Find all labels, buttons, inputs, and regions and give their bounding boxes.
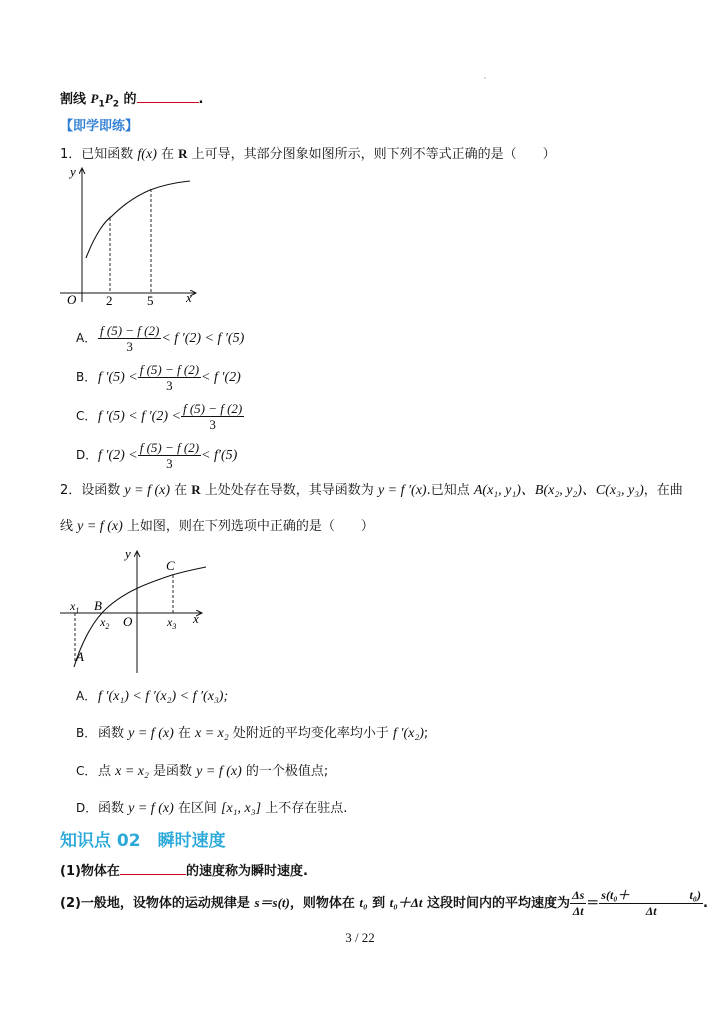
q2-text-e: ，在曲 [643, 483, 683, 498]
q2-option-b-label: B． [76, 726, 97, 740]
q2-line2-a: 线 [60, 519, 78, 534]
q1-option-d-frac [138, 440, 201, 471]
q2-option-d-label: D． [76, 801, 98, 815]
kp-item-1 [60, 860, 308, 881]
q2-stem-line2 [60, 518, 374, 536]
q2-option-b-text-b: 在 [173, 726, 195, 741]
q2-text-c: 上处处存在导数，其导函数为 [200, 483, 378, 498]
q2-option-d[interactable] [76, 799, 347, 818]
q2-option-b-text-d: ; [423, 726, 429, 741]
q1-option-c-pre: f ′(5) < f ′(2) < [98, 409, 181, 424]
q2-math-f: y = f (x) [124, 483, 171, 498]
kp-item-2-a: (2)一般地，设物体的运动规律是 [60, 896, 255, 911]
q2-option-c-text-b: 是函数 [148, 764, 197, 779]
q1-option-d-post: < f′(5) [201, 448, 238, 463]
q2-points: A(x₁, y₁)、B(x₂, y₂)、C(x₃, y₃) [473, 483, 644, 498]
q2-text-b: 在 [170, 483, 192, 498]
q2-option-d-text-c: 上不存在驻点. [261, 801, 348, 816]
kp-item-2 [60, 888, 708, 919]
kp-item-2-t0dt: t₀＋Δt [389, 895, 423, 910]
q1-tick-5: 5 [147, 293, 154, 307]
kp-item-2-b: ，则物体在 [289, 896, 360, 911]
q1-option-d-pre: f ′(2) < [98, 448, 138, 463]
secant-p1-sub: 1 [98, 99, 105, 110]
frac-den: 3 [166, 456, 173, 471]
frac-den: Δt [645, 904, 657, 918]
frac-num: f (5) − f (2) [182, 401, 243, 416]
secant-line [60, 88, 203, 114]
q1-option-a-post: < f ′(2) < f ′(5) [161, 331, 245, 346]
page-number: 3 / 22 [345, 930, 375, 945]
q1-option-c-frac [181, 401, 244, 432]
frac-num: Δs [572, 888, 585, 902]
frac-num: f (5) − f (2) [100, 323, 160, 338]
kp-frac-1 [570, 888, 586, 919]
q2-tick-x2: $x_2$ [100, 615, 110, 631]
q1-R: R [178, 146, 188, 161]
q2-option-a-label: A． [76, 689, 97, 703]
q2-option-b-text-c: 处附近的平均变化率均小于 [228, 726, 394, 741]
secant-text-2: 的 [118, 92, 137, 107]
q2-R: R [191, 482, 201, 497]
q2-option-c-label: C． [76, 764, 97, 778]
q2-option-b-math-c: f ′(x₂) [393, 726, 424, 741]
kp-frac-2 [599, 888, 703, 919]
q1-option-a-frac [98, 323, 161, 354]
q2-graph [60, 545, 210, 675]
q1-number: 1． [60, 147, 82, 162]
frac-den: Δt [572, 904, 584, 918]
q2-option-a[interactable] [76, 687, 228, 706]
kp-eq: ＝ [586, 896, 600, 911]
kp-item-2-t0: t₀ [359, 895, 368, 910]
kp-item-2-c: 到 [367, 896, 390, 911]
q2-option-c[interactable] [76, 762, 328, 781]
q2-tick-x1: $x_1$ [70, 599, 80, 615]
q2-option-b-math-b: x = x₂ [195, 726, 229, 741]
secant-text: 割线 [60, 92, 91, 107]
q1-option-b-post: < f ′(2) [201, 370, 241, 385]
q1-option-a[interactable] [76, 323, 244, 354]
kp-item-1-b: 的速度称为瞬时速度. [185, 864, 308, 879]
q1-option-b-pre: f ′(5) < [98, 370, 138, 385]
q1-x-label: x [186, 290, 192, 305]
q2-option-d-text-a: 函数 [98, 801, 129, 816]
q1-option-d[interactable] [76, 440, 237, 471]
q2-text-d: .已知点 [426, 483, 474, 498]
q2-option-b[interactable] [76, 724, 428, 743]
practice-header: 【即学即练】 [60, 119, 139, 134]
q2-stem-line1 [60, 481, 683, 500]
q2-x-label: x [193, 611, 199, 626]
q2-option-c-text-a: 点 [98, 764, 116, 779]
q2-option-d-math-a: y = f (x) [128, 801, 174, 816]
secant-end: . [198, 92, 204, 107]
corner-mark: ' [484, 76, 486, 84]
q2-curve [74, 567, 206, 667]
frac-num: f (5) − f (2) [139, 362, 200, 377]
q1-option-b-frac [138, 362, 201, 393]
q1-option-d-label: D． [76, 448, 98, 462]
q1-y-label: y [70, 164, 76, 179]
q1-origin: O [67, 292, 77, 307]
q2-line2-b: 上如图，则在下列选项中正确的是（ ） [122, 519, 374, 534]
q1-option-c[interactable] [76, 401, 244, 432]
kp-item-1-a: (1)物体在 [60, 864, 120, 879]
q2-option-d-text-b: 在区间 [173, 801, 221, 816]
secant-p2: P [104, 91, 113, 106]
q2-math-fp: y = f ′(x) [377, 483, 427, 498]
q1-text-b: 在 [156, 147, 179, 162]
q1-text-c: 上可导，其部分图象如图所示，则下列不等式正确的是（ ） [187, 147, 556, 162]
q1-text-a: 已知函数 [81, 147, 138, 162]
frac-num: f (5) − f (2) [139, 440, 200, 455]
q2-option-b-text-a: 函数 [98, 726, 129, 741]
frac-den: 3 [166, 378, 173, 393]
q2-option-a-text: f ′(x₁) < f ′(x₂) < f ′(x₃); [98, 689, 229, 704]
q2-point-A: A [76, 649, 84, 664]
q2-option-c-text-c: 的一个极值点; [241, 764, 329, 779]
kp-item-2-s: s＝s(t) [254, 895, 290, 910]
q1-option-c-label: C． [76, 409, 97, 423]
secant-blank[interactable] [137, 88, 199, 103]
frac-num: s(t₀＋ t₀) [601, 888, 701, 902]
q1-option-a-label: A． [76, 331, 97, 345]
q2-y-label: y [125, 546, 131, 561]
q1-option-b-label: B． [76, 370, 97, 384]
kp-end: . [702, 896, 708, 911]
q1-fx: f(x) [137, 147, 157, 162]
q2-number: 2． [60, 483, 82, 498]
frac-den: 3 [209, 417, 216, 432]
q1-graph [58, 162, 208, 307]
secant-p1: P [90, 91, 99, 106]
q2-point-B: B [94, 598, 102, 613]
q2-option-b-math-a: y = f (x) [128, 726, 174, 741]
frac-den: 3 [126, 339, 133, 354]
kp-item-2-d: 这段时间内的平均速度为 [422, 896, 571, 911]
secant-p2-sub: 2 [112, 99, 119, 110]
q2-option-d-math-b: [x₁, x₃] [221, 801, 262, 816]
kp-item-1-blank[interactable] [120, 860, 186, 875]
q2-origin: O [123, 614, 133, 629]
q2-text-a: 设函数 [81, 483, 125, 498]
q2-line2-f: y = f (x) [77, 519, 123, 534]
knowledge-point-heading: 知识点 02 瞬时速度 [60, 831, 226, 851]
q2-point-C: C [166, 558, 175, 573]
q1-curve [86, 181, 190, 258]
q2-tick-x3: $x_3$ [167, 615, 177, 631]
q1-tick-2: 2 [106, 293, 113, 307]
q2-option-c-math-b: y = f (x) [196, 764, 242, 779]
q2-option-c-math-a: x = x₂ [115, 764, 149, 779]
q1-option-b[interactable] [76, 362, 241, 393]
